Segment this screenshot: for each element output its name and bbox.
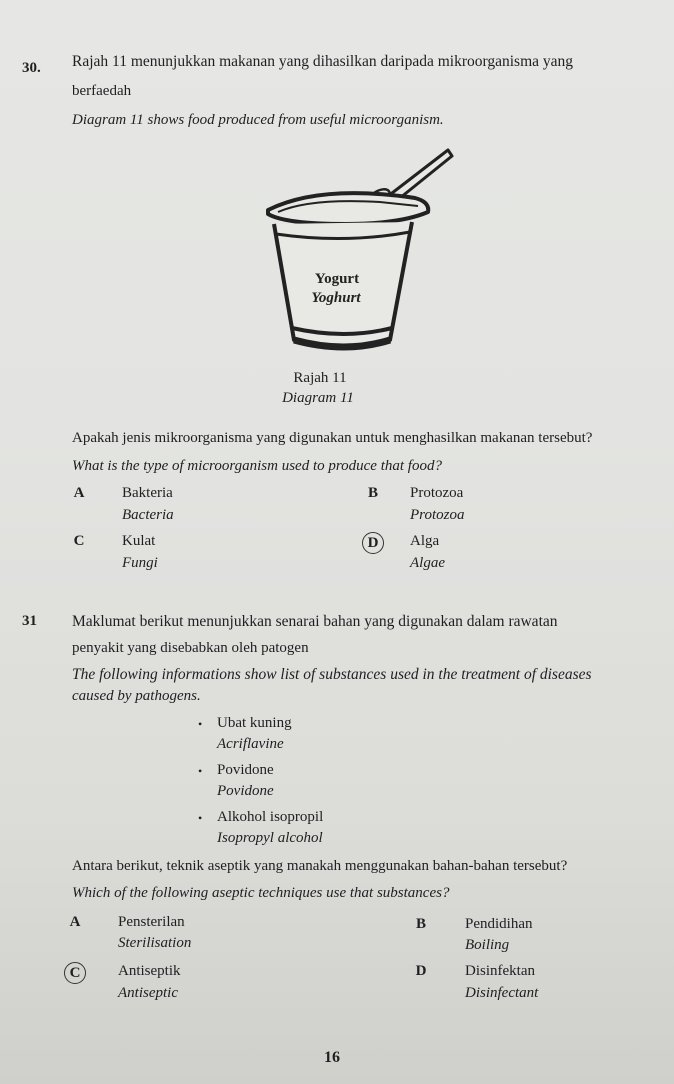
option-letter: B: [367, 485, 378, 501]
option-english: Fungi: [122, 555, 158, 571]
question-30-malay-question: Apakah jenis mikroorganisma yang digunakan untuk menghasilkan makanan tersebut?: [72, 430, 593, 446]
yogurt-label-malay: Yogurt: [314, 271, 360, 287]
bullet-icon: •: [198, 717, 203, 731]
option-malay: Disinfektan: [465, 963, 535, 979]
page-number: 16: [324, 1049, 340, 1066]
question-30-english-stem: Diagram 11 shows food produced from useful microorganism.: [72, 112, 444, 128]
substance-malay: Ubat kuning: [217, 715, 292, 731]
diagram-caption-english: Diagram 11: [282, 390, 354, 406]
substance-malay: Povidone: [217, 762, 274, 778]
substance-english: Isopropyl alcohol: [217, 830, 323, 846]
option-malay: Bakteria: [122, 485, 173, 501]
substance-english: Povidone: [217, 783, 274, 799]
question-31-malay-line2: penyakit yang disebabkan oleh patogen: [72, 640, 309, 656]
question-31-malay-question: Antara berikut, teknik aseptik yang manakah menggunakan bahan-bahan tersebut?: [72, 858, 568, 874]
question-31-english-line2: caused by pathogens.: [72, 688, 201, 704]
option-malay: Pendidihan: [465, 916, 533, 932]
option-letter: B: [415, 916, 426, 932]
option-letter-circled: D: [362, 532, 384, 554]
yogurt-cup-diagram: [250, 140, 460, 365]
option-english: Protozoa: [410, 507, 465, 523]
diagram-caption-malay: Rajah 11: [293, 370, 347, 386]
question-30-malay-line1: Rajah 11 menunjukkan makanan yang dihasilkan daripada mikroorganisma yang: [72, 53, 574, 70]
substance-malay: Alkohol isopropil: [217, 809, 324, 825]
question-31-number: 31: [22, 613, 37, 629]
option-malay: Pensterilan: [118, 914, 185, 930]
question-30-english-question: What is the type of microorganism used to produce that food?: [72, 458, 442, 474]
yogurt-label-english: Yoghurt: [311, 290, 361, 306]
option-english: Algae: [410, 555, 445, 571]
question-30-malay-line2: berfaedah: [72, 83, 132, 99]
option-english: Bacteria: [122, 507, 174, 523]
question-31-english-line1: The following informations show list of substances used in the treatment of diseases: [72, 666, 592, 683]
option-letter: C: [73, 533, 85, 549]
option-english: Antiseptic: [118, 985, 178, 1001]
question-31-english-question: Which of the following aseptic techniques use that substances?: [72, 885, 450, 901]
option-malay: Kulat: [122, 533, 156, 549]
question-30-number: 30.: [22, 60, 41, 76]
option-malay: Antiseptik: [118, 963, 181, 979]
option-letter: A: [73, 485, 85, 501]
bullet-icon: •: [198, 811, 203, 825]
option-english: Sterilisation: [118, 935, 192, 951]
option-letter-circled: C: [64, 962, 86, 984]
option-english: Disinfectant: [465, 985, 539, 1001]
option-malay: Protozoa: [410, 485, 464, 501]
substance-english: Acriflavine: [217, 736, 284, 752]
option-english: Boiling: [465, 937, 510, 953]
option-malay: Alga: [410, 533, 440, 549]
option-letter: A: [69, 914, 81, 930]
question-31-malay-line1: Maklumat berikut menunjukkan senarai bahan yang digunakan dalam rawatan: [72, 613, 558, 630]
bullet-icon: •: [198, 764, 203, 778]
option-letter: D: [415, 963, 427, 979]
